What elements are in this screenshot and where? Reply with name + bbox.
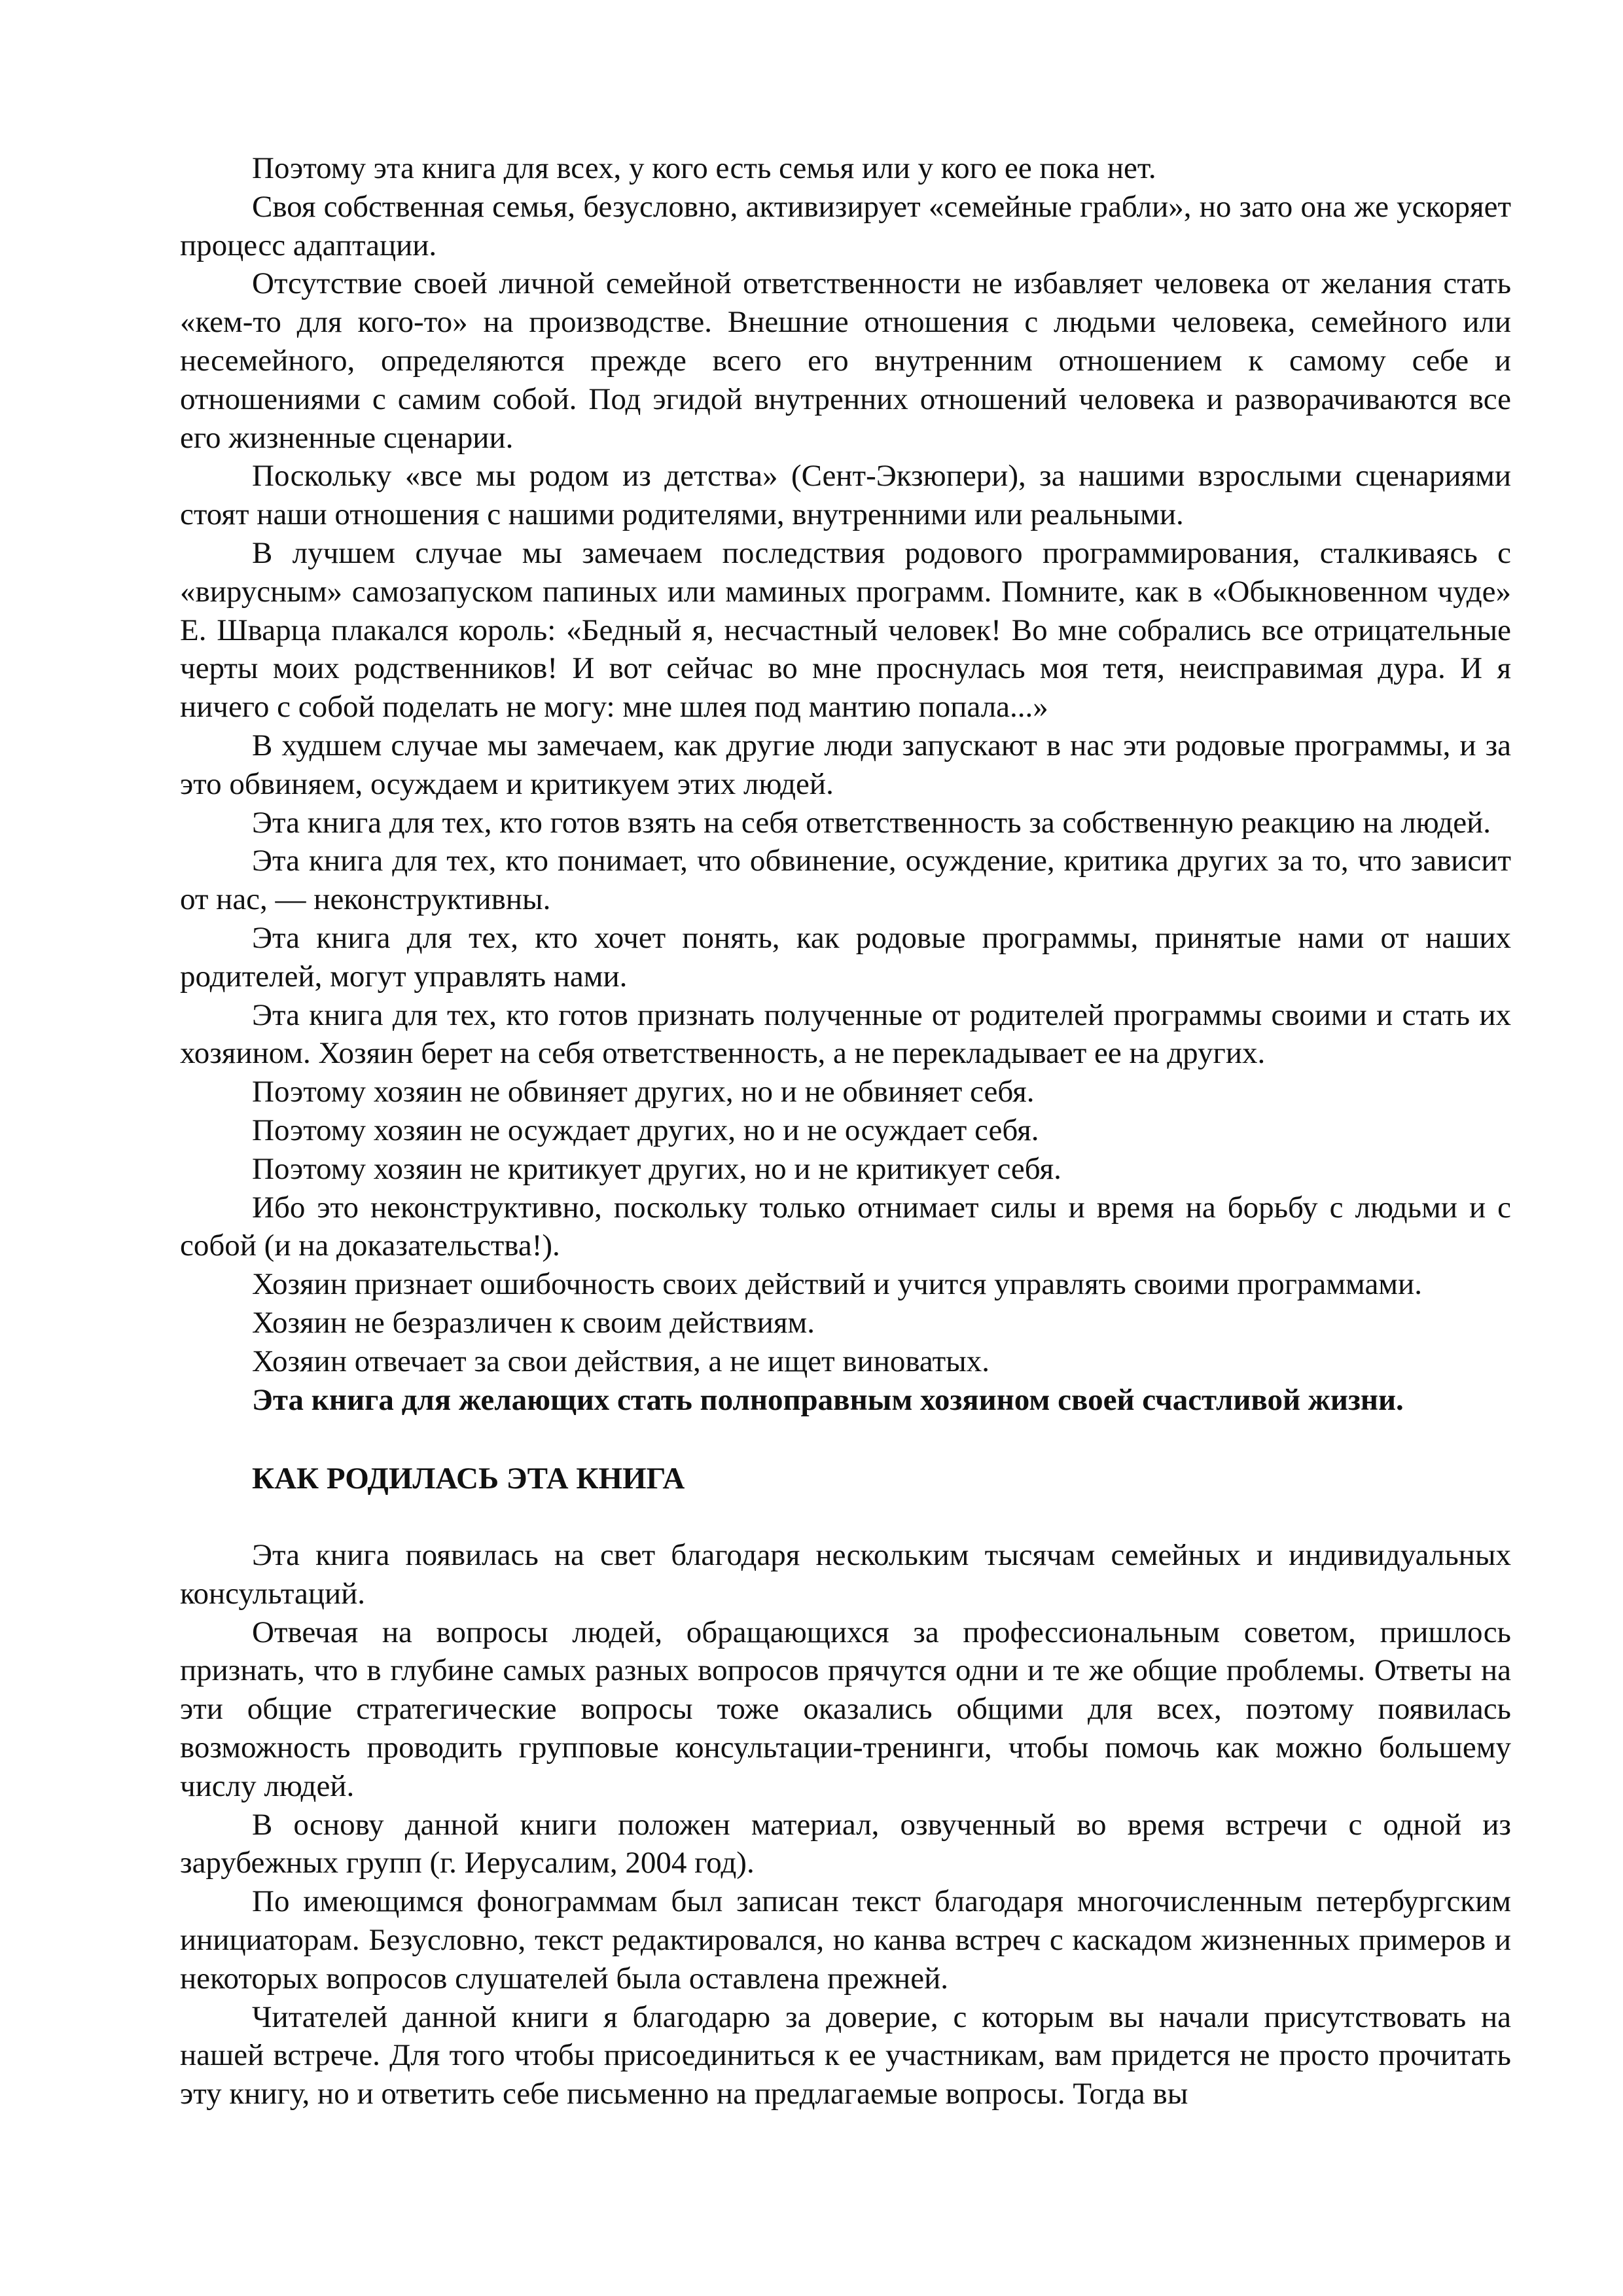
paragraph: В лучшем случае мы замечаем последствия родового программирования, сталкиваясь с «вирусным» самозапуском папиных или маминых программ. Помните, как в «Обыкновенном чуде» Е. Шварца плакался король: «Бедный я, несчастный человек! Во мне собрались все отрицательные черты моих родственников! И вот сейчас во мне проснулась моя тетя, неисправимая дура. И я ничего с собой поделать не могу: мне шлея под мантию попала...» (180, 535, 1511, 725)
paragraph: В основу данной книги положен материал, озвученный во время встречи с одной из зарубежных групп (г. Иерусалим, 2004 год). (180, 1807, 1511, 1880)
paragraph: Эта книга для тех, кто хочет понять, как родовые программы, принятые нами от наших родителей, могут управлять нами. (180, 920, 1511, 994)
paragraph: Отвечая на вопросы людей, обращающихся за профессиональным советом, пришлось признать, что в глубине самых разных вопросов прячутся одни и те же общие проблемы. Ответы на эти общие стратегические вопросы тоже оказались общими для всех, поэтому появилась возможность проводить групповые консультации-тренинги, чтобы помочь как можно большему числу людей. (180, 1615, 1511, 1803)
paragraph: Хозяин отвечает за свои действия, а не ищет виноватых. (252, 1344, 990, 1378)
paragraph: Хозяин не безразличен к своим действиям. (252, 1305, 815, 1340)
paragraph: Поэтому хозяин не критикует других, но и не критикует себя. (252, 1151, 1061, 1186)
paragraph: По имеющимся фонограммам был записан текст благодаря многочисленным петербургским инициаторам. Безусловно, текст редактировался, но канва встреч с каскадом жизненных примеров и некоторых вопросов слушателей была оставлена прежней. (180, 1884, 1511, 1996)
paragraph: Эта книга для тех, кто готов признать полученные от родителей программы своими и стать их хозяином. Хозяин берет на себя ответственность, а не перекладывает ее на других. (180, 997, 1511, 1071)
section-after-heading (180, 1536, 1511, 2113)
bold-paragraph: Эта книга для желающих стать полноправным хозяином своей счастливой жизни. (252, 1382, 1404, 1417)
paragraph: Читателей данной книги я благодарю за доверие, с которым вы начали присутствовать на нашей встрече. Для того чтобы присоединиться к ее участникам, вам придется не просто прочитать эту книгу, но и ответить себе письменно на предлагаемые вопросы. Тогда вы (180, 2000, 1511, 2111)
section-before-heading (180, 149, 1511, 1419)
paragraph: Ибо это неконструктивно, поскольку только отнимает силы и время на борьбу с людьми и с собой (и на доказательства!). (180, 1190, 1511, 1263)
section-heading: КАК РОДИЛАСЬ ЭТА КНИГА (252, 1462, 685, 1496)
paragraph: В худшем случае мы замечаем, как другие люди запускают в нас эти родовые программы, и за это обвиняем, осуждаем и критикуем этих людей. (180, 728, 1511, 801)
paragraph: Эта книга для тех, кто понимает, что обвинение, осуждение, критика других за то, что зависит от нас, — неконструктивны. (180, 844, 1511, 917)
paragraph: Поэтому хозяин не обвиняет других, но и не обвиняет себя. (252, 1075, 1035, 1109)
paragraph: Своя собственная семья, безусловно, активизирует «семейные грабли», но зато она же ускоряет процесс адаптации. (180, 189, 1511, 262)
paragraph: Поскольку «все мы родом из детства» (Сент-Экзюпери), за нашими взрослыми сценариями стоят наши отношения с нашими родителями, внутренними или реальными. (180, 459, 1511, 532)
text-column (180, 149, 1511, 2113)
paragraph: Поэтому эта книга для всех, у кого есть семья или у кого ее пока нет. (252, 151, 1156, 185)
paragraph: Отсутствие своей личной семейной ответственности не избавляет человека от желания стать «кем-то для кого-то» на производстве. Внешние отношения с людьми человека, семейного или несемейного, определяются прежде всего его внутренним отношением к самому себе и отношениями с самим собой. Под эгидой внутренних отношений человека и разворачиваются все его жизненные сценарии. (180, 266, 1511, 455)
paragraph: Эта книга появилась на свет благодаря нескольким тысячам семейных и индивидуальных консультаций. (180, 1538, 1511, 1611)
paragraph: Эта книга для тех, кто готов взять на себя ответственность за собственную реакцию на людей. (252, 805, 1491, 840)
paragraph: Хозяин признает ошибочность своих действий и учится управлять своими программами. (252, 1267, 1422, 1302)
paragraph: Поэтому хозяин не осуждает других, но и не осуждает себя. (252, 1113, 1039, 1147)
